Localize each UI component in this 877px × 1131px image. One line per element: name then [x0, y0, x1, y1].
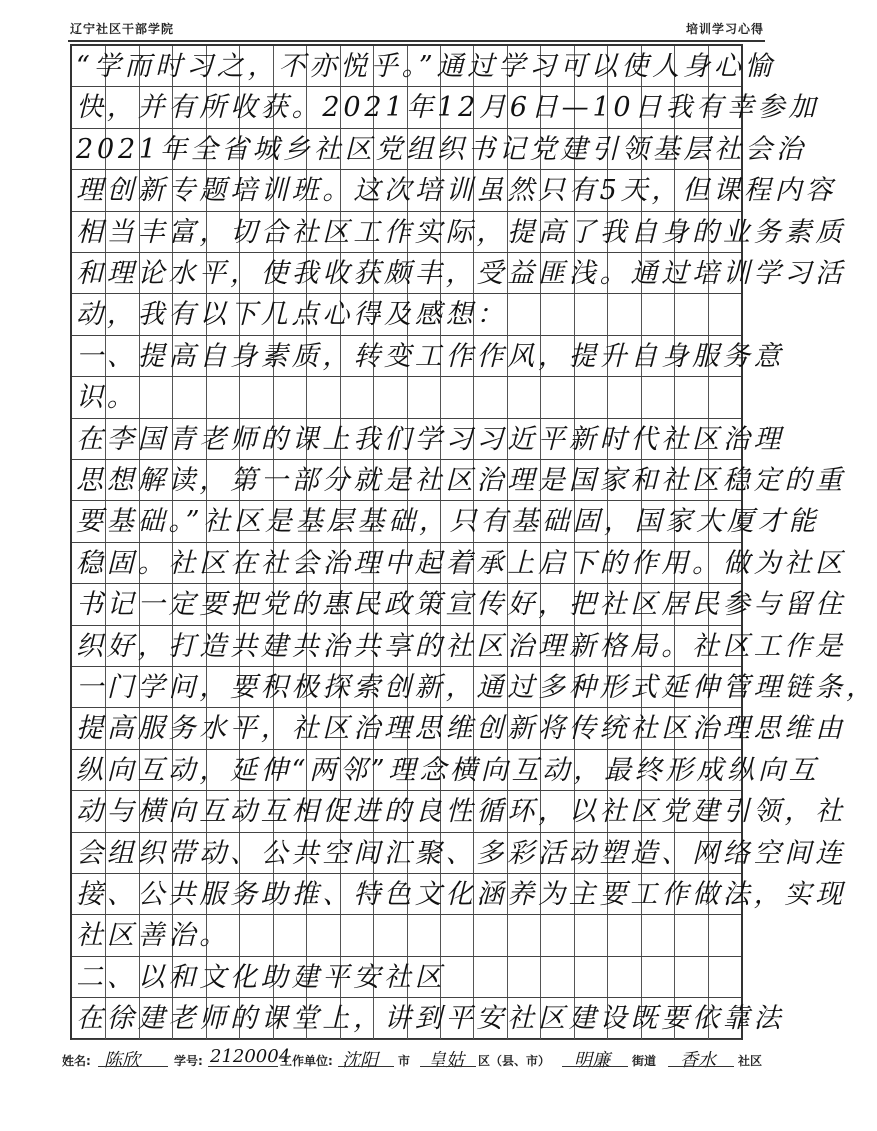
- handwritten-line: 识。: [76, 382, 138, 414]
- handwritten-line: 稳固。社区在社会治理中起着承上启下的作用。做为社区: [76, 547, 846, 579]
- handwritten-line: 会组织带动、公共空间汇聚、多彩活动塑造、网络空间连: [76, 837, 846, 869]
- grid-row: [72, 501, 820, 542]
- grid-row: [72, 957, 741, 998]
- handwritten-line: 提高服务水平，社区治理思维创新将传统社区治理思维由: [76, 713, 846, 745]
- writing-grid: [70, 44, 877, 1040]
- grid-row: [72, 543, 846, 584]
- handwritten-line: 2021年全省城乡社区党组织书记党建引领基层社会治: [76, 133, 807, 165]
- grid-row: [72, 874, 846, 915]
- handwritten-line: 一、提高自身素质，转变工作作风，提升自身服务意: [76, 340, 785, 372]
- city-underline: [338, 1066, 394, 1067]
- header-institution: 辽宁社区干部学院: [70, 22, 175, 36]
- grid-row: [72, 46, 776, 87]
- district-value: 皇姑: [428, 1050, 464, 1071]
- city-value: 沈阳: [342, 1050, 378, 1071]
- header-rule: [68, 40, 765, 42]
- grid-row: [72, 708, 846, 749]
- street-label: 街道: [632, 1054, 657, 1068]
- handwritten-line: 纵向互动，延伸“两邻”理念横向互动，最终形成纵向互: [76, 754, 820, 786]
- footer-info: [62, 1046, 802, 1072]
- handwritten-line: 一门学问，要积极探索创新，通过多种形式延伸管理链条，: [76, 672, 877, 703]
- id-underline: [208, 1066, 278, 1067]
- handwritten-line: 思想解读，第一部分就是社区治理是国家和社区稳定的重: [76, 465, 846, 496]
- grid-row: [72, 460, 846, 501]
- handwritten-line: 接、公共服务助推、特色文化涵养为主要工作做法，实现: [76, 879, 846, 910]
- handwritten-line: 要基础。”社区是基层基础，只有基础固，国家大厦才能: [76, 506, 820, 538]
- district-underline: [420, 1066, 476, 1067]
- community-value: 香水: [680, 1050, 716, 1071]
- grid-row: [72, 129, 807, 170]
- grid-row: [72, 336, 785, 377]
- grid-row: [72, 170, 837, 211]
- grid-row: [72, 419, 785, 460]
- handwritten-line: 快，并有所收获。2021年12月6日—10日我有幸参加: [76, 92, 820, 124]
- grid-row: [72, 626, 846, 667]
- handwritten-line: 相当丰富，切合社区工作实际，提高了我自身的业务素质: [76, 216, 846, 248]
- id-label: 学号:: [174, 1054, 203, 1068]
- handwritten-line: 在徐建老师的课堂上，讲到平安社区建设既要依靠法: [76, 1003, 785, 1035]
- street-underline: [562, 1066, 628, 1067]
- handwritten-line: 和理论水平，使我收获颇丰，受益匪浅。通过培训学习活: [76, 258, 846, 289]
- name-label: 姓名:: [62, 1054, 91, 1068]
- street-value: 明廉: [574, 1050, 610, 1071]
- id-value: 2120004: [210, 1046, 291, 1067]
- grid-row: [72, 253, 846, 294]
- name-value: 陈欣: [104, 1050, 140, 1071]
- grid-row: [72, 212, 846, 253]
- grid-row: [72, 915, 741, 956]
- grid-row: [72, 87, 820, 128]
- grid-row: [72, 667, 877, 708]
- unit-label: 工作单位:: [280, 1054, 333, 1068]
- grid-row: [72, 791, 846, 832]
- city-label: 市: [398, 1054, 411, 1068]
- grid-row: [72, 998, 785, 1039]
- grid-row: [72, 294, 741, 335]
- handwritten-line: 织好，打造共建共治共享的社区治理新格局。社区工作是: [76, 630, 846, 662]
- district-label: 区（县、市）: [478, 1054, 551, 1068]
- grid-row: [72, 750, 820, 791]
- community-label: 社区: [738, 1054, 763, 1068]
- handwritten-line: 书记一定要把党的惠民政策宣传好，把社区居民参与留住: [76, 589, 846, 621]
- community-underline: [668, 1066, 734, 1067]
- handwritten-line: 动，我有以下几点心得及感想：: [76, 299, 508, 331]
- grid-row: [72, 584, 846, 625]
- handwritten-line: 动与横向互动互相促进的良性循环，以社区党建引领，社: [76, 796, 846, 828]
- handwritten-line: 二、以和文化助建平安社区: [76, 961, 446, 993]
- handwritten-line: “学而时习之，不亦悦乎。”通过学习可以使人身心愉: [76, 51, 776, 82]
- handwritten-line: 理创新专题培训班。这次培训虽然只有5天，但课程内容: [76, 175, 837, 207]
- header-doc-type: 培训学习心得: [685, 22, 764, 36]
- handwritten-line: 社区善治。: [76, 920, 230, 952]
- grid-row: [72, 377, 741, 418]
- name-underline: [98, 1066, 168, 1067]
- grid-row: [72, 833, 846, 874]
- handwritten-line: 在李国青老师的课上我们学习习近平新时代社区治理: [76, 423, 785, 455]
